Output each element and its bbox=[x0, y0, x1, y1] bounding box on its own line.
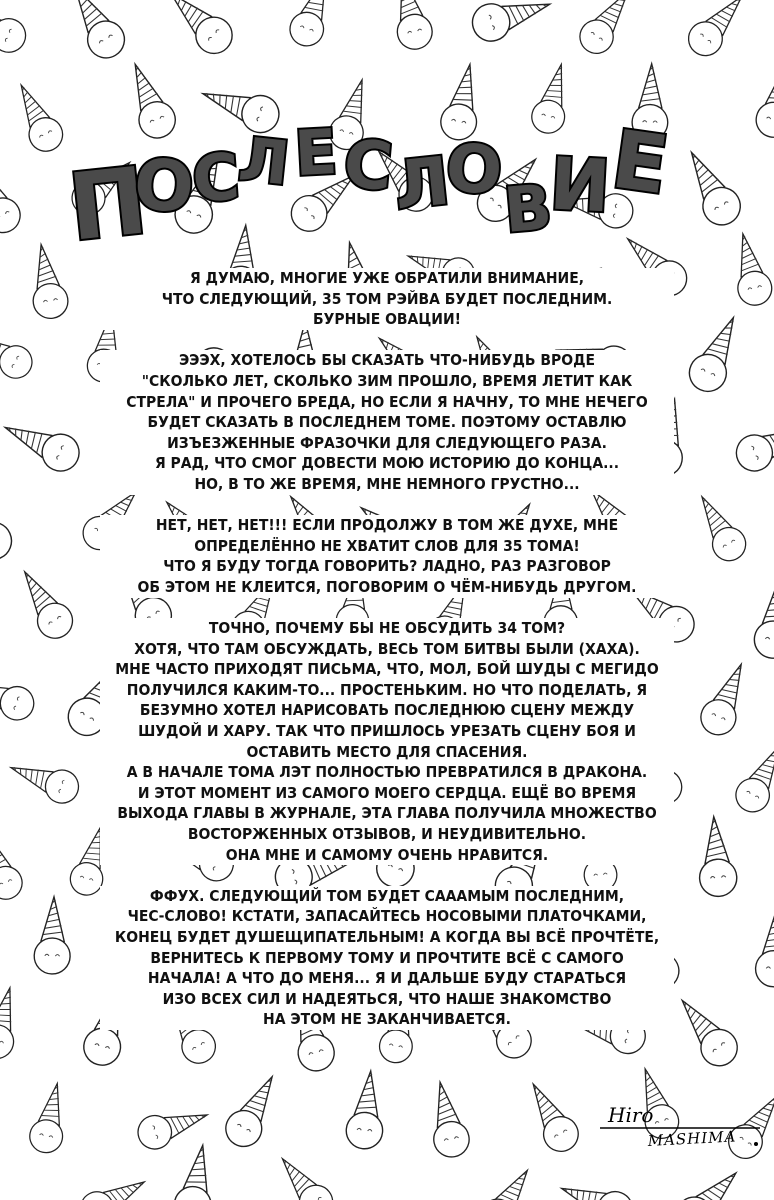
ice-cream-cone-icon bbox=[731, 412, 774, 476]
ice-cream-cone-icon bbox=[75, 1168, 152, 1200]
paragraph bbox=[100, 515, 674, 597]
page-title bbox=[64, 112, 720, 262]
title-letter: Е bbox=[292, 114, 340, 191]
ice-cream-cone-icon bbox=[0, 477, 17, 565]
text-line: ОБ ЭТОМ НЕ КЛЕИТСЯ, ПОГОВОРИМ О ЧЁМ-НИБУДЬ ДРУГОМ. bbox=[100, 577, 674, 598]
text-line: ОНА МНЕ И САМОМУ ОЧЕНЬ НРАВИТСЯ. bbox=[100, 845, 674, 866]
ice-cream-cone-icon bbox=[695, 657, 757, 740]
text-line: ЧТО СЛЕДУЮЩИЙ, 35 ТОМ РЭЙВА БУДЕТ ПОСЛЕДНИМ. bbox=[100, 289, 674, 310]
text-line: ТОЧНО, ПОЧЕМУ БЫ НЕ ОБСУДИТЬ 34 ТОМ? bbox=[100, 618, 674, 639]
text-line: НА ЭТОМ НЕ ЗАКАНЧИВАЕТСЯ. bbox=[100, 1009, 674, 1030]
ice-cream-cone-icon bbox=[5, 752, 83, 808]
text-line: ШУДОЙ И ХАРУ. ТАК ЧТО ПРИШЛОСЬ УРЕЗАТЬ СЦЕНУ БОЯ И bbox=[100, 721, 674, 742]
paragraph bbox=[100, 350, 674, 494]
ice-cream-cone-icon bbox=[356, 1193, 431, 1200]
text-line: А В НАЧАЛЕ ТОМА ЛЭТ ПОЛНОСТЬЮ ПРЕВРАТИЛСЯ В ДРАКОНА. bbox=[100, 762, 674, 783]
paragraph bbox=[100, 268, 674, 330]
text-line: ВЫХОДА ГЛАВЫ В ЖУРНАЛЕ, ЭТА ГЛАВА ПОЛУЧИЛА МНОЖЕСТВО bbox=[100, 803, 674, 824]
ice-cream-cone-icon bbox=[172, 1142, 221, 1200]
ice-cream-cone-icon bbox=[269, 1148, 339, 1200]
ice-cream-cone-icon bbox=[468, 0, 555, 46]
text-line: ОПРЕДЕЛЁННО НЕ ХВАТИТ СЛОВ ДЛЯ 35 ТОМА! bbox=[100, 536, 674, 557]
text-line: МНЕ ЧАСТО ПРИХОДЯТ ПИСЬМА, ЧТО, МОЛ, БОЙ ШУДЫ С МЕГИДО bbox=[100, 659, 674, 680]
signature-line-1: Hiro bbox=[608, 1103, 654, 1127]
ice-cream-cone-icon bbox=[0, 411, 85, 477]
ice-cream-cone-icon bbox=[0, 827, 27, 904]
author-signature bbox=[588, 1088, 768, 1158]
ice-cream-cone-icon bbox=[6, 78, 68, 157]
text-line: ВОСТОРЖЕННЫХ ОТЗЫВОВ, И НЕУДИВИТЕЛЬНО. bbox=[100, 824, 674, 845]
ice-cream-cone-icon bbox=[668, 989, 745, 1073]
ice-cream-cone-icon bbox=[555, 1172, 637, 1200]
paragraph bbox=[100, 618, 674, 865]
ice-cream-cone-icon bbox=[0, 322, 38, 384]
title-letter: Л bbox=[235, 124, 293, 200]
ice-cream-cone-icon bbox=[669, 1160, 749, 1200]
text-line: НО, В ТО ЖЕ ВРЕМЯ, МНЕ НЕМНОГО ГРУСТНО... bbox=[100, 474, 674, 495]
ice-cream-cone-icon bbox=[385, 0, 435, 53]
text-line: БУДЕТ СКАЗАТЬ В ПОСЛЕДНЕМ ТОМЕ. ПОЭТОМУ ОСТАВЛЮ bbox=[100, 412, 674, 433]
title-letter: В bbox=[501, 170, 555, 247]
ice-cream-cone-icon bbox=[683, 310, 750, 397]
title-letter: Е bbox=[606, 112, 674, 213]
ice-cream-cone-icon bbox=[755, 908, 774, 987]
text-line: ЭЭЭХ, ХОТЕЛОСЬ БЫ СКАЗАТЬ ЧТО-НИБУДЬ ВРОДЕ bbox=[100, 350, 674, 371]
ice-cream-cone-icon bbox=[344, 1069, 388, 1150]
ice-cream-cone-icon bbox=[24, 242, 71, 321]
ice-cream-cone-icon bbox=[688, 489, 752, 567]
text-line: ИЗЪЕЗЖЕННЫЕ ФРАЗОЧКИ ДЛЯ СЛЕДУЮЩЕГО РАЗА. bbox=[100, 433, 674, 454]
ice-cream-cone-icon bbox=[753, 60, 774, 141]
title-letter: Л bbox=[390, 142, 454, 225]
text-line: ПОЛУЧИЛСЯ КАКИМ-ТО... ПРОСТЕНЬКИМ. НО ЧТО ПОДЕЛАТЬ, Я bbox=[100, 680, 674, 701]
text-line: СТРЕЛА" И ПРОЧЕГО БРЕДА, НО ЕСЛИ Я НАЧНУ, ТО МНЕ НЕЧЕГО bbox=[100, 392, 674, 413]
title-letter: О bbox=[131, 143, 197, 229]
ice-cream-cone-icon bbox=[573, 0, 641, 60]
title-letter: И bbox=[547, 141, 613, 229]
ice-cream-cone-icon bbox=[726, 230, 774, 308]
ice-cream-cone-icon bbox=[0, 157, 26, 239]
ice-cream-cone-icon bbox=[10, 563, 79, 645]
ice-cream-cone-icon bbox=[158, 0, 239, 61]
text-line: Я РАД, ЧТО СМОГ ДОВЕСТИ МОЮ ИСТОРИЮ ДО КОНЦА... bbox=[100, 453, 674, 474]
ice-cream-cone-icon bbox=[0, 0, 31, 58]
ice-cream-cone-icon bbox=[59, 0, 131, 65]
ice-cream-cone-icon bbox=[34, 896, 72, 974]
ice-cream-cone-icon bbox=[0, 669, 39, 725]
paragraph bbox=[100, 886, 674, 1030]
text-line: НАЧАЛА! А ЧТО ДО МЕНЯ... Я И ДАЛЬШЕ БУДУ СТАРАТЬСЯ bbox=[100, 968, 674, 989]
ice-cream-cone-icon bbox=[134, 1099, 213, 1153]
text-line: ЧЕС-СЛОВО! КСТАТИ, ЗАПАСАЙТЕСЬ НОСОВЫМИ ПЛАТОЧКАМИ, bbox=[100, 906, 674, 927]
ice-cream-cone-icon bbox=[753, 577, 774, 660]
title-letter: С bbox=[190, 140, 243, 218]
text-line: ОСТАВИТЬ МЕСТО ДЛЯ СПАСЕНИЯ. bbox=[100, 742, 674, 763]
ice-cream-cone-icon bbox=[730, 739, 774, 818]
text-line: ЧТО Я БУДУ ТОГДА ГОВОРИТЬ? ЛАДНО, РАЗ РАЗГОВОР bbox=[100, 556, 674, 577]
text-line: Я ДУМАЮ, МНОГИЕ УЖЕ ОБРАТИЛИ ВНИМАНИЕ, bbox=[100, 268, 674, 289]
text-line: ХОТЯ, ЧТО ТАМ ОБСУЖДАТЬ, ВЕСЬ ТОМ БИТВЫ БЫЛИ (ХАХА). bbox=[100, 639, 674, 660]
ice-cream-cone-icon bbox=[0, 1172, 27, 1200]
ice-cream-cone-icon bbox=[695, 815, 738, 897]
afterword-text bbox=[100, 268, 674, 1030]
ice-cream-cone-icon bbox=[27, 1080, 74, 1156]
ice-cream-cone-icon bbox=[518, 1076, 584, 1158]
text-line: КОНЕЦ БУДЕТ ДУШЕЩИПАТЕЛЬНЫМ! А КОГДА ВЫ ВСЁ ПРОЧТЁТЕ, bbox=[100, 927, 674, 948]
title-letter: С bbox=[340, 125, 396, 206]
ice-cream-cone-icon bbox=[285, 0, 341, 51]
title-letter: О bbox=[443, 129, 505, 210]
ice-cream-cone-icon bbox=[475, 1161, 541, 1200]
title-letter: П bbox=[64, 147, 152, 262]
text-line: БУРНЫЕ ОВАЦИИ! bbox=[100, 309, 674, 330]
ice-cream-cone-icon bbox=[219, 1068, 287, 1153]
ice-cream-cone-icon bbox=[682, 0, 755, 63]
signature-line-2: MASHIMA bbox=[647, 1127, 737, 1150]
text-line: НЕТ, НЕТ, НЕТ!!! ЕСЛИ ПРОДОЛЖУ В ТОМ ЖЕ ДУХЕ, МНЕ bbox=[100, 515, 674, 536]
text-line: ФФУХ. СЛЕДУЮЩИЙ ТОМ БУДЕТ САААМЫМ ПОСЛЕДНИМ, bbox=[100, 886, 674, 907]
ice-cream-cone-icon bbox=[423, 1079, 472, 1160]
ice-cream-cone-icon bbox=[0, 984, 26, 1062]
text-line: БЕЗУМНО ХОТЕЛ НАРИСОВАТЬ ПОСЛЕДНЮЮ СЦЕНУ МЕЖДУ bbox=[100, 700, 674, 721]
text-line: ИЗО ВСЕХ СИЛ И НАДЕЯТЬСЯ, ЧТО НАШЕ ЗНАКОМСТВО bbox=[100, 989, 674, 1010]
text-line: И ЭТОТ МОМЕНТ ИЗ САМОГО МОЕГО СЕРДЦА. ЕЩЁ ВО ВРЕМЯ bbox=[100, 783, 674, 804]
text-line: ВЕРНИТЕСЬ К ПЕРВОМУ ТОМУ И ПРОЧТИТЕ ВСЁ С САМОГО bbox=[100, 948, 674, 969]
text-line: "СКОЛЬКО ЛЕТ, СКОЛЬКО ЗИМ ПРОШЛО, ВРЕМЯ ЛЕТИТ КАК bbox=[100, 371, 674, 392]
